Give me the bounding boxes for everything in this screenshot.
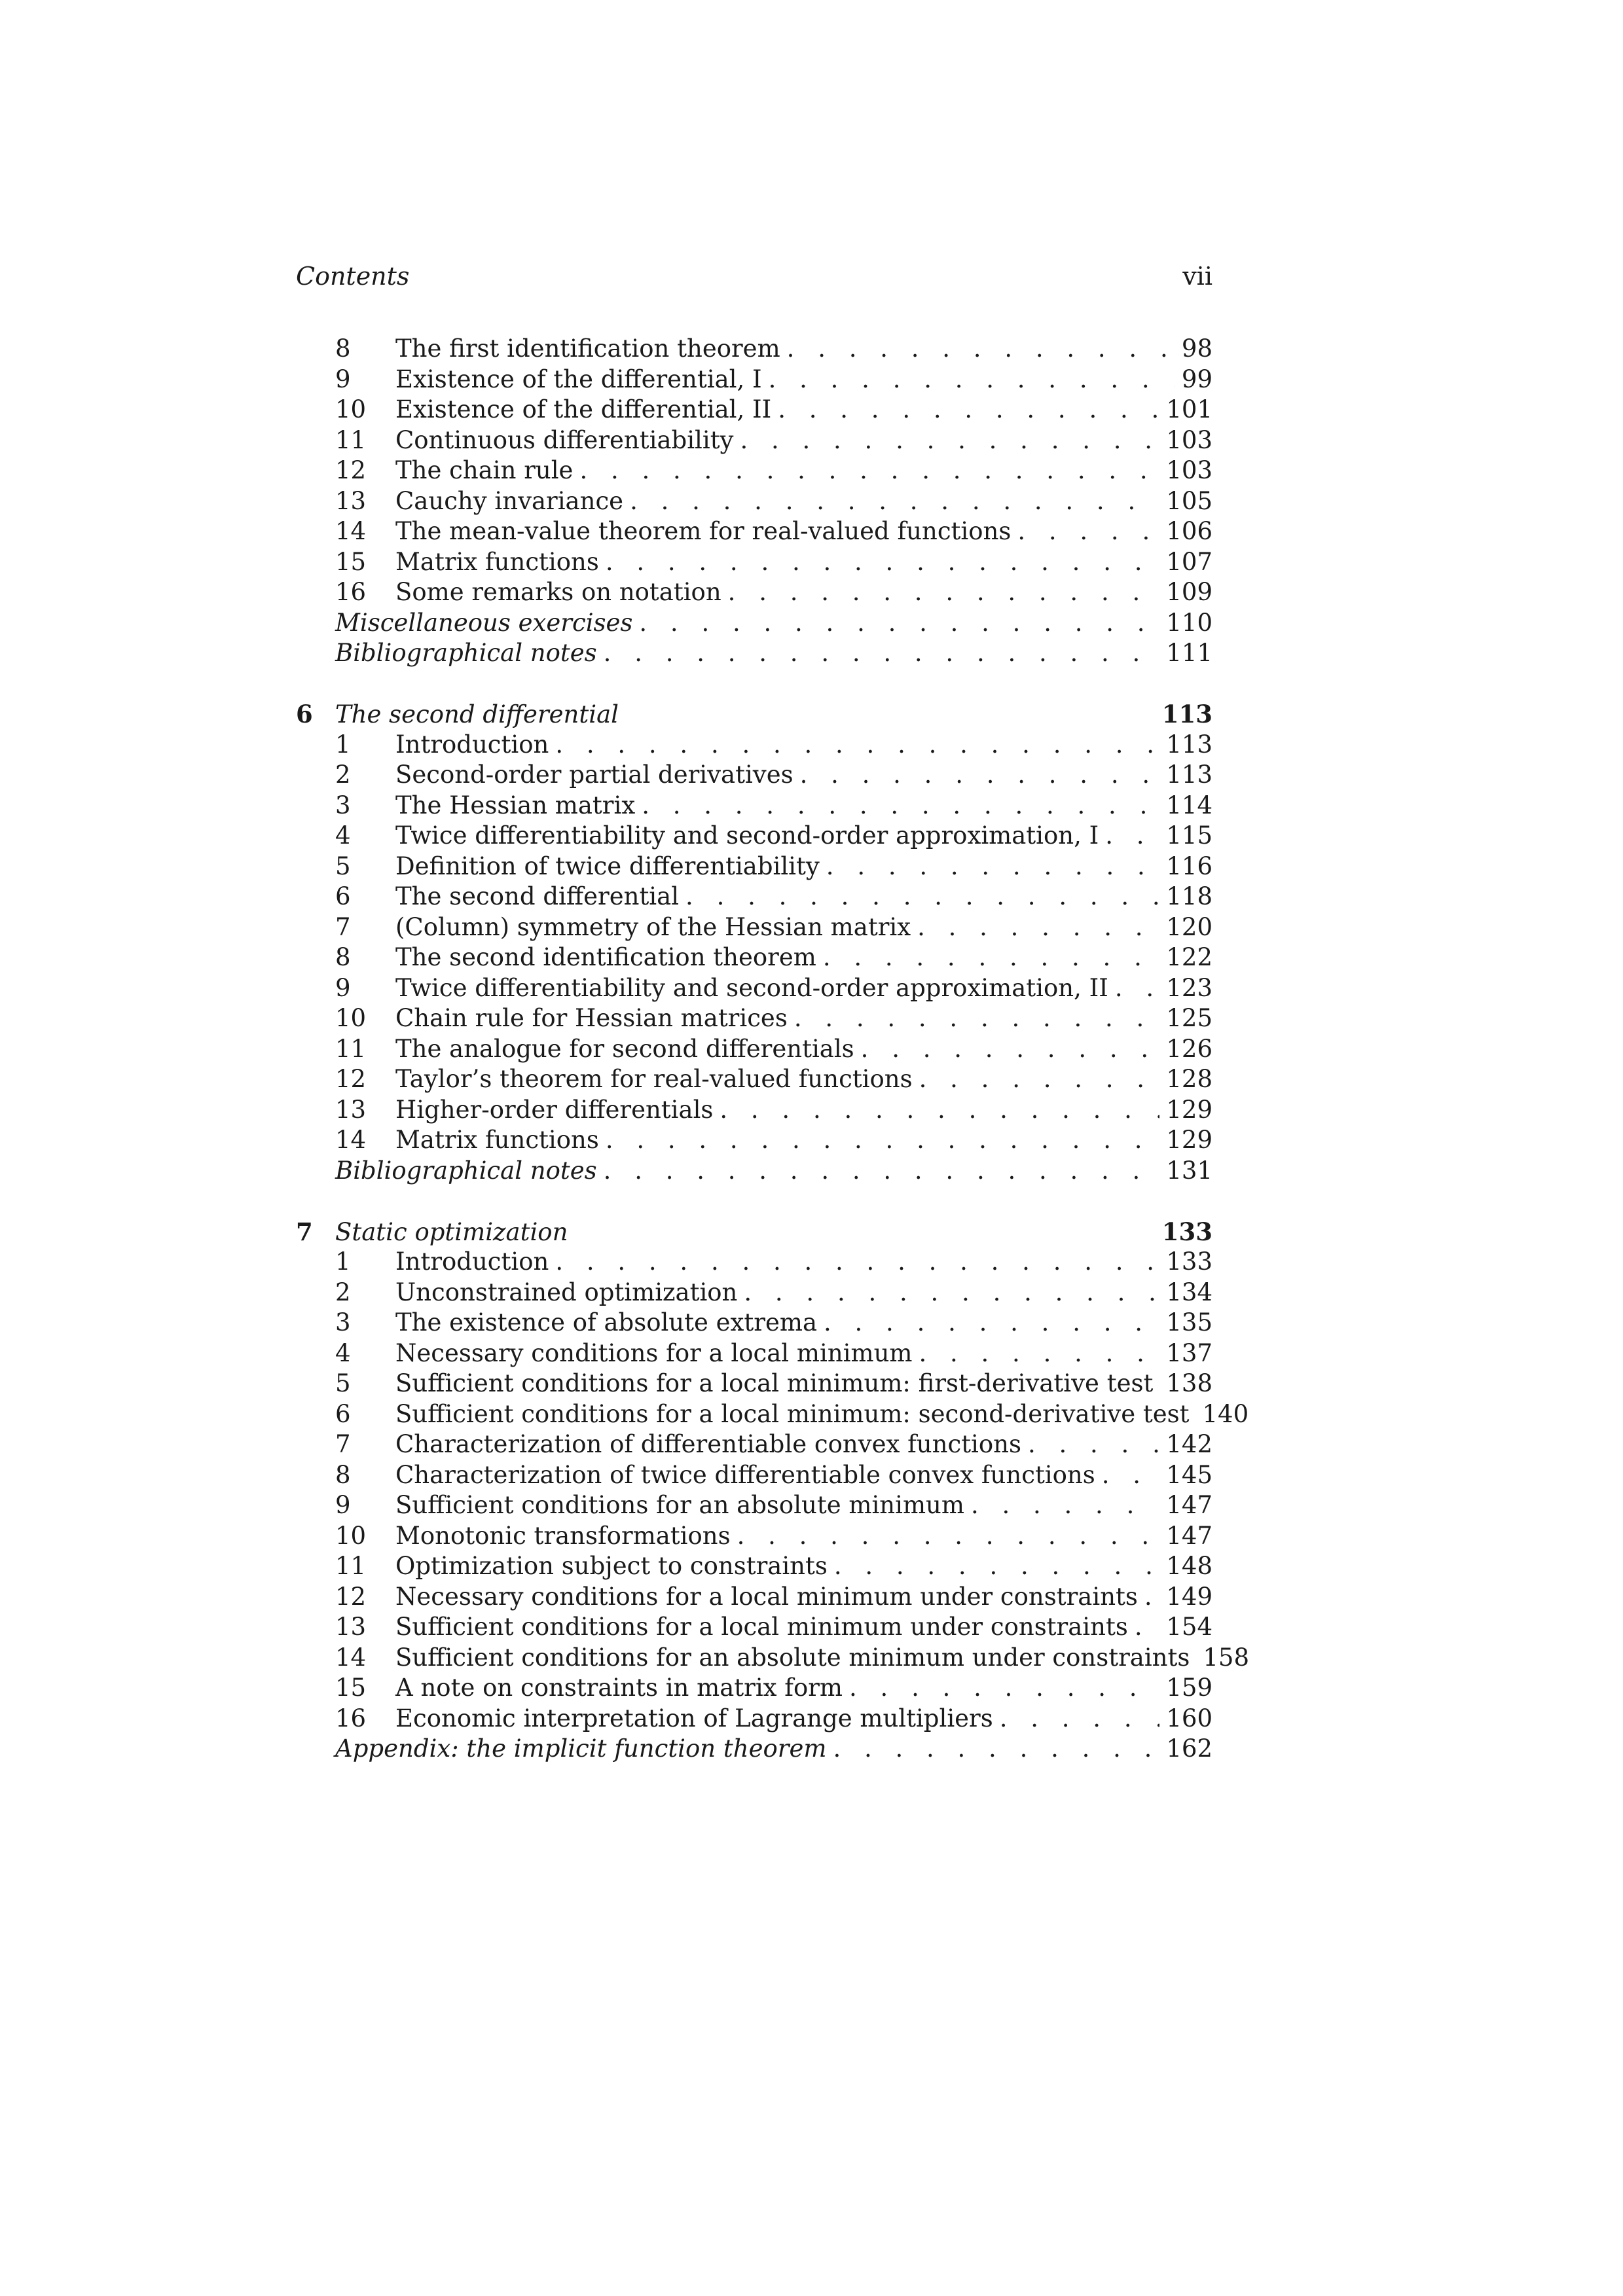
section-title: The first identification theorem [395, 334, 780, 363]
toc-entry [296, 821, 1213, 852]
section-number: 13 [335, 1095, 367, 1124]
section-title: Matrix functions [395, 1126, 599, 1154]
leader-dots [740, 425, 1159, 456]
toc-entry [296, 456, 1213, 486]
section-title: Monotonic transformations [395, 1521, 731, 1550]
leader-dots [833, 1734, 1159, 1765]
toc-entry [296, 1308, 1213, 1338]
toc-extra-entry [296, 638, 1213, 669]
leader-dots [794, 1003, 1160, 1034]
section-title: A note on constraints in matrix form [395, 1674, 843, 1702]
table-of-contents [296, 334, 1249, 1765]
section-page: 158 [1203, 1643, 1249, 1672]
section-title: Twice differentiability and second-order approximation, I [395, 821, 1099, 850]
section-page: 120 [1166, 912, 1213, 941]
section-number: 13 [335, 486, 367, 515]
section-page: 147 [1166, 1521, 1213, 1550]
leader-dots [728, 577, 1160, 608]
section-title: Sufficient conditions for a local minimum: first-derivative test [395, 1369, 1154, 1397]
section-number: 1 [335, 730, 351, 759]
toc-entry [296, 1369, 1213, 1399]
section-title: Higher-order differentials [395, 1095, 714, 1124]
extra-title: Bibliographical notes [335, 639, 597, 667]
section-title: Chain rule for Hessian matrices [395, 1004, 788, 1032]
extra-page: 131 [1166, 1156, 1213, 1185]
section-number: 14 [335, 1643, 367, 1672]
running-header-title: Contents [296, 262, 410, 291]
section-number: 2 [335, 761, 351, 789]
section-page: 105 [1166, 486, 1213, 515]
section-title: The second identification theorem [395, 943, 816, 971]
leader-dots [769, 365, 1175, 395]
leader-dots [919, 1064, 1160, 1095]
section-title: Necessary conditions for a local minimum [395, 1338, 913, 1367]
section-number: 3 [335, 791, 351, 819]
section-number: 11 [335, 1034, 367, 1063]
section-number: 7 [335, 1430, 351, 1458]
section-number: 10 [335, 1004, 367, 1032]
section-number: 6 [335, 1399, 351, 1428]
toc-entry [296, 1247, 1213, 1278]
section-number: 7 [335, 912, 351, 941]
leader-dots [917, 912, 1159, 943]
section-number: 14 [335, 1126, 367, 1154]
extra-title: Bibliographical notes [335, 1156, 597, 1185]
chapter-page: 113 [1161, 700, 1213, 728]
toc-entry [296, 760, 1213, 791]
section-number: 2 [335, 1278, 351, 1306]
section-title: Introduction [395, 730, 549, 759]
section-title: Characterization of twice differentiable convex functions [395, 1460, 1095, 1489]
toc-entry [296, 486, 1213, 517]
section-number: 5 [335, 1369, 351, 1397]
extra-page: 111 [1166, 639, 1213, 667]
toc-entry [296, 1643, 1249, 1674]
section-number: 6 [335, 882, 351, 910]
leader-dots [744, 1278, 1159, 1308]
toc-entry [296, 1551, 1213, 1582]
leader-dots [971, 1490, 1159, 1521]
section-number: 11 [335, 1552, 367, 1580]
section-page: 149 [1166, 1582, 1213, 1611]
section-title: The mean-value theorem for real-valued functions [395, 517, 1012, 545]
section-page: 107 [1166, 547, 1213, 576]
section-page: 154 [1166, 1613, 1213, 1641]
section-title: Definition of twice differentiability [395, 852, 820, 880]
leader-dots [800, 760, 1160, 791]
section-title: Sufficient conditions for an absolute minimum [395, 1491, 964, 1519]
toc-entry [296, 973, 1213, 1004]
section-title: Sufficient conditions for an absolute minimum under constraints [395, 1643, 1190, 1672]
section-title: Taylor’s theorem for real-valued functions [395, 1065, 913, 1093]
toc-entry [296, 516, 1213, 547]
leader-dots [824, 1308, 1159, 1338]
section-page: 142 [1166, 1430, 1213, 1458]
section-title: Unconstrained optimization [395, 1278, 738, 1306]
leader-dots [606, 547, 1160, 578]
section-title: The existence of absolute extrema [395, 1308, 818, 1336]
leader-dots [579, 456, 1159, 486]
toc-entry [296, 1704, 1213, 1734]
toc-entry [296, 730, 1213, 761]
chapter-number: 7 [296, 1217, 313, 1246]
toc-entry [296, 791, 1213, 821]
section-title: Cauchy invariance [395, 486, 624, 515]
leader-dots [1105, 821, 1159, 852]
chapter-gap [296, 669, 1213, 700]
section-title: Characterization of differentiable convex functions [395, 1430, 1021, 1458]
section-title: Twice differentiability and second-order approximation, II [395, 973, 1108, 1002]
section-page: 147 [1166, 1491, 1213, 1519]
section-page: 145 [1166, 1460, 1213, 1489]
section-title: Existence of the differential, I [395, 365, 762, 393]
leader-dots [1017, 516, 1159, 547]
section-page: 159 [1166, 1674, 1213, 1702]
toc-entry [296, 425, 1213, 456]
toc-entry [296, 395, 1213, 425]
toc-entry [296, 547, 1213, 578]
section-page: 133 [1166, 1247, 1213, 1276]
section-number: 14 [335, 517, 367, 545]
chapter-heading [296, 699, 1213, 730]
section-page: 138 [1166, 1369, 1213, 1397]
leader-dots [823, 942, 1160, 973]
section-page: 122 [1166, 943, 1213, 971]
toc-extra-entry [296, 608, 1213, 639]
toc-entry [296, 1612, 1213, 1643]
section-page: 125 [1166, 1004, 1213, 1032]
toc-entry [296, 1125, 1213, 1156]
section-title: The Hessian matrix [395, 791, 636, 819]
section-page: 126 [1166, 1034, 1213, 1063]
toc-entry [296, 912, 1213, 943]
toc-entry [296, 1582, 1213, 1613]
toc-entry [296, 1460, 1213, 1491]
section-page: 116 [1166, 852, 1213, 880]
section-page: 109 [1166, 578, 1213, 606]
page-number: vii [1182, 262, 1213, 291]
toc-entry [296, 942, 1213, 973]
section-title: Introduction [395, 1247, 549, 1276]
section-page: 114 [1166, 791, 1213, 819]
toc-extra-entry [296, 1734, 1213, 1765]
chapter-heading [296, 1217, 1213, 1247]
section-number: 10 [335, 395, 367, 423]
leader-dots [861, 1034, 1160, 1065]
section-title: Economic interpretation of Lagrange multipliers [395, 1704, 993, 1732]
section-page: 129 [1166, 1126, 1213, 1154]
running-header [296, 262, 1213, 301]
extra-page: 110 [1166, 608, 1213, 637]
section-number: 16 [335, 578, 367, 606]
leader-dots [787, 334, 1175, 365]
section-page: 123 [1166, 973, 1213, 1002]
leader-dots [642, 791, 1159, 821]
section-page: 103 [1166, 425, 1213, 454]
toc-entry [296, 1673, 1213, 1704]
toc-entry [296, 1278, 1213, 1308]
section-page: 148 [1166, 1552, 1213, 1580]
section-title: The second differential [395, 882, 680, 910]
toc-entry [296, 1490, 1213, 1521]
section-page: 113 [1166, 730, 1213, 759]
leader-dots [834, 1551, 1160, 1582]
leader-dots [604, 1156, 1160, 1187]
section-number: 9 [335, 1491, 351, 1519]
section-page: 134 [1166, 1278, 1213, 1306]
toc-entry [296, 1399, 1249, 1430]
toc-entry [296, 1034, 1213, 1065]
toc-entry [296, 577, 1213, 608]
leader-dots [606, 1125, 1160, 1156]
section-page: 135 [1166, 1308, 1213, 1336]
section-title: Sufficient conditions for a local minimum: second-derivative test [395, 1399, 1190, 1428]
extra-title: Appendix: the implicit function theorem [335, 1734, 827, 1763]
chapter-title: The second differential [335, 700, 619, 728]
leader-dots [685, 882, 1159, 912]
leader-dots [778, 395, 1159, 425]
section-title: The analogue for second differentials [395, 1034, 854, 1063]
toc-entry [296, 852, 1213, 882]
section-number: 10 [335, 1521, 367, 1550]
section-title: Some remarks on notation [395, 578, 721, 606]
chapter-title: Static optimization [335, 1217, 568, 1246]
leader-dots [1144, 1582, 1159, 1613]
chapter-number: 6 [296, 700, 313, 728]
section-page: 103 [1166, 456, 1213, 484]
section-page: 129 [1166, 1095, 1213, 1124]
section-title: Necessary conditions for a local minimum under constraints [395, 1582, 1138, 1611]
section-page: 118 [1166, 882, 1213, 910]
section-number: 8 [335, 943, 351, 971]
section-page: 137 [1166, 1338, 1213, 1367]
leader-dots [639, 608, 1159, 639]
leader-dots [919, 1338, 1159, 1369]
leader-dots [630, 486, 1159, 517]
section-number: 9 [335, 365, 351, 393]
section-title: Continuous differentiability [395, 425, 734, 454]
section-title: The chain rule [395, 456, 574, 484]
section-number: 15 [335, 1674, 367, 1702]
section-page: 99 [1181, 365, 1213, 393]
leader-dots [826, 852, 1160, 882]
leader-dots [1000, 1704, 1160, 1734]
leader-dots [1115, 973, 1160, 1004]
section-title: (Column) symmetry of the Hessian matrix [395, 912, 911, 941]
toc-extra-entry [296, 1156, 1213, 1187]
leader-dots [555, 730, 1159, 761]
chapter-page: 133 [1161, 1217, 1213, 1246]
section-number: 16 [335, 1704, 367, 1732]
leader-dots [1028, 1429, 1159, 1460]
section-page: 160 [1166, 1704, 1213, 1732]
section-number: 12 [335, 1582, 367, 1611]
section-page: 128 [1166, 1065, 1213, 1093]
section-number: 11 [335, 425, 367, 454]
section-title: Sufficient conditions for a local minimum under constraints [395, 1613, 1128, 1641]
toc-entry [296, 1429, 1213, 1460]
toc-entry [296, 1521, 1213, 1552]
toc-entry [296, 1095, 1213, 1126]
section-title: Optimization subject to constraints [395, 1552, 828, 1580]
section-number: 12 [335, 456, 367, 484]
toc-entry [296, 882, 1213, 912]
leader-dots [555, 1247, 1159, 1278]
section-number: 4 [335, 1338, 351, 1367]
section-number: 13 [335, 1613, 367, 1641]
extra-title: Miscellaneous exercises [335, 608, 633, 637]
toc-entry [296, 365, 1213, 395]
leader-dots [849, 1673, 1159, 1704]
section-page: 106 [1166, 517, 1213, 545]
leader-dots [1102, 1460, 1160, 1491]
extra-page: 162 [1166, 1734, 1213, 1763]
section-page: 113 [1166, 761, 1213, 789]
leader-dots [1135, 1612, 1160, 1643]
section-page: 98 [1181, 334, 1213, 363]
section-number: 4 [335, 821, 351, 850]
toc-entry [296, 1338, 1213, 1369]
section-page: 101 [1166, 395, 1213, 423]
section-title: Second-order partial derivatives [395, 761, 793, 789]
leader-dots [737, 1521, 1160, 1552]
section-number: 9 [335, 973, 351, 1002]
section-number: 1 [335, 1247, 351, 1276]
section-number: 3 [335, 1308, 351, 1336]
chapter-gap [296, 1186, 1213, 1217]
section-page: 140 [1202, 1399, 1249, 1428]
leader-dots [604, 638, 1160, 669]
toc-entry [296, 334, 1213, 365]
section-number: 8 [335, 334, 351, 363]
section-title: Matrix functions [395, 547, 599, 576]
toc-entry [296, 1064, 1213, 1095]
leader-dots [720, 1095, 1159, 1126]
section-number: 8 [335, 1460, 351, 1489]
toc-entry [296, 1003, 1213, 1034]
section-page: 115 [1166, 821, 1213, 850]
section-number: 15 [335, 547, 367, 576]
section-title: Existence of the differential, II [395, 395, 772, 423]
section-number: 5 [335, 852, 351, 880]
section-number: 12 [335, 1065, 367, 1093]
